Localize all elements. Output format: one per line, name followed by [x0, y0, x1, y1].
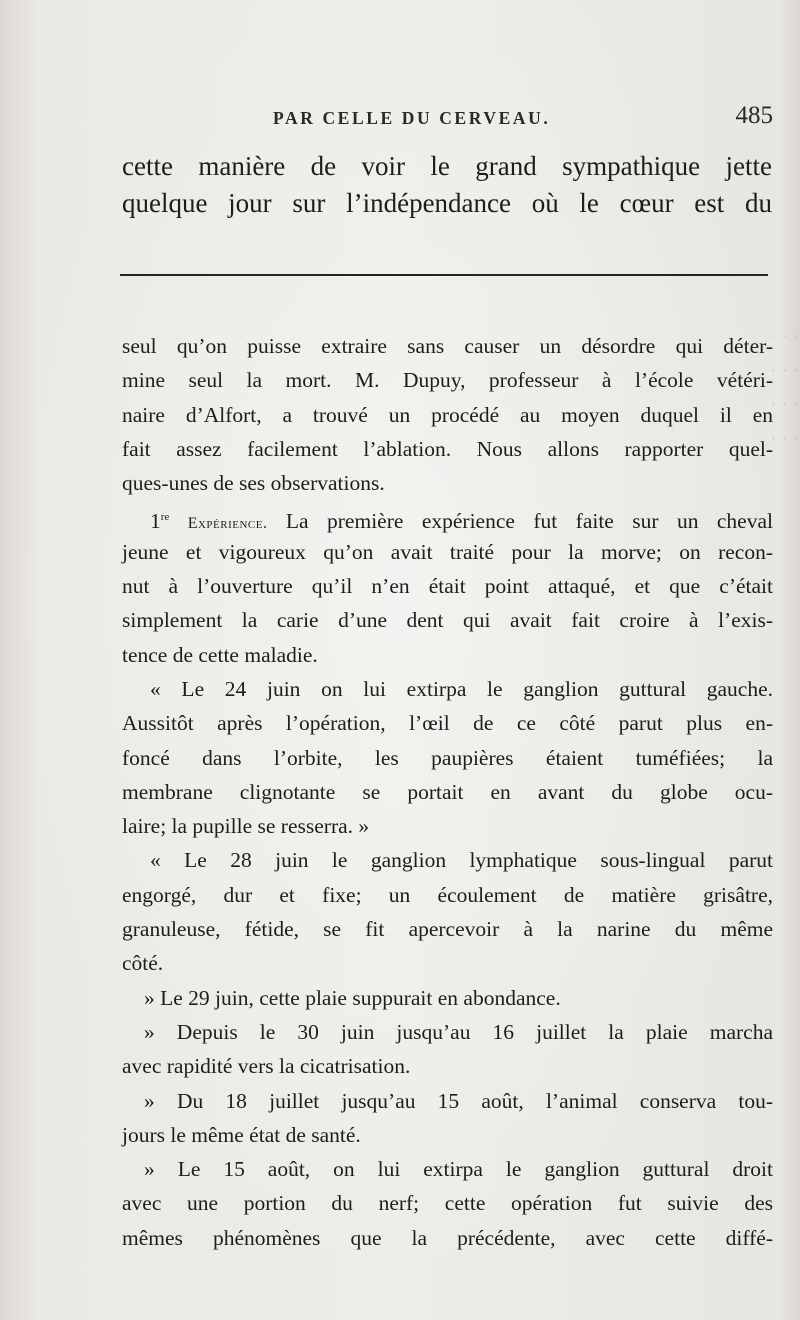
- text-line: côté.: [122, 951, 164, 976]
- page-number: 485: [735, 102, 773, 129]
- text-line: » Le 15 août, on lui extirpa le ganglion guttural droit: [144, 1157, 773, 1182]
- experience-label: Expérience.: [187, 515, 268, 533]
- text-line: cette manière de voir le grand sympathique jette: [122, 151, 772, 181]
- text-line: jours le même état de santé.: [122, 1122, 361, 1147]
- text-line: mine seul la mort. M. Dupuy, professeur à l’école vétéri-: [122, 368, 773, 393]
- text-line: mêmes phénomènes que la précédente, avec cette diffé-: [122, 1225, 773, 1250]
- text-line: « Le 24 juin on lui extirpa le ganglion guttural gauche.: [150, 676, 773, 701]
- text-line: Aussitôt après l’opération, l’œil de ce côté parut plus en-: [122, 711, 773, 736]
- text-line: granuleuse, fétide, se fit apercevoir à la narine du même: [122, 917, 773, 942]
- text-line: jeune et vigoureux qu’on avait traité pour la morve; on recon-: [122, 539, 773, 564]
- running-head: PAR CELLE DU CERVEAU.: [273, 108, 551, 128]
- upper-text-block: [122, 148, 772, 222]
- text-line: » Le 29 juin, cette plaie suppurait en abondance.: [144, 985, 561, 1010]
- text-line: tence de cette maladie.: [122, 642, 318, 667]
- bleed-through-texture: · · · · · · · · · · · ·: [770, 326, 800, 450]
- text-line: simplement la carie d’une dent qui avait fait croire à l’exis-: [122, 608, 773, 633]
- text-line: engorgé, dur et fixe; un écoulement de matière grisâtre,: [122, 882, 773, 907]
- experience-superscript: re: [160, 511, 170, 524]
- text-line: avec une portion du nerf; cette opération fut suivie des: [122, 1191, 773, 1216]
- text-line: » Depuis le 30 juin jusqu’au 16 juillet la plaie marcha: [144, 1019, 773, 1044]
- text-line: fait assez facilement l’ablation. Nous allons rapporter quel-: [122, 436, 773, 461]
- text-line: naire d’Alfort, a trouvé un procédé au moyen duquel il en: [122, 402, 773, 427]
- text-line: membrane clignotante se portait en avant du globe ocu-: [122, 779, 773, 804]
- experience-number: 1: [150, 509, 161, 534]
- text-line: « Le 28 juin le ganglion lymphatique sous-lingual parut: [150, 848, 773, 873]
- text-line: quelque jour sur l’indépendance où le cœur est du: [122, 188, 772, 218]
- experience-heading-line: [122, 500, 773, 534]
- text-line: foncé dans l’orbite, les paupières étaient tuméfiées; la: [122, 745, 773, 770]
- text-line: laire; la pupille se resserra. »: [122, 814, 370, 839]
- text-line: seul qu’on puisse extraire sans causer un désordre qui déter-: [122, 334, 773, 358]
- text-line: nut à l’ouverture qu’il n’en était point attaqué, et que c’était: [122, 574, 773, 599]
- text-line: avec rapidité vers la cicatrisation.: [122, 1054, 411, 1079]
- text-line: » Du 18 juillet jusqu’au 15 août, l’animal conserva tou-: [144, 1088, 773, 1113]
- text-line: La première expérience fut faite sur un cheval: [285, 509, 773, 534]
- main-text-block: [122, 329, 773, 1255]
- text-line: ques-unes de ses observations.: [122, 471, 385, 496]
- horizontal-rule: [120, 274, 768, 276]
- page-header: [118, 104, 773, 140]
